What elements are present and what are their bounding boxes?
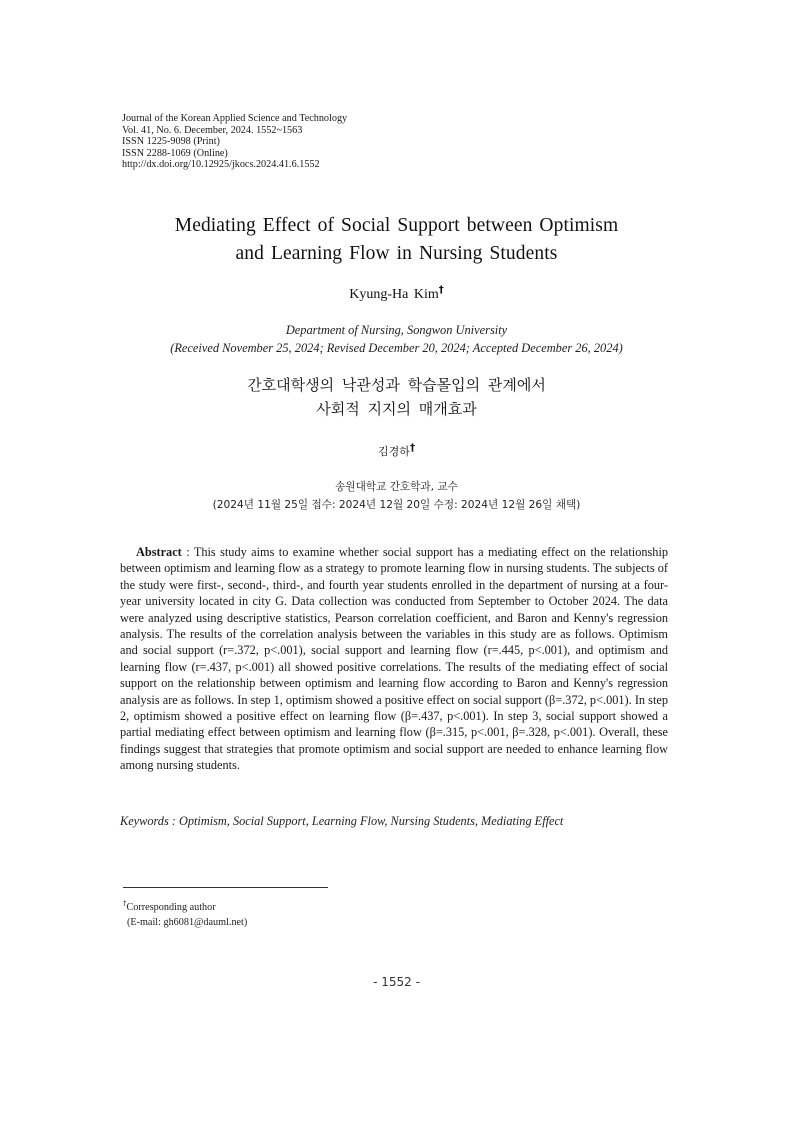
dagger-icon: † <box>123 899 127 908</box>
author-english <box>0 286 793 304</box>
corresponding-author <box>123 900 247 915</box>
issn-online: ISSN 2288-1069 (Online) <box>122 147 228 159</box>
keywords: Keywords : Optimism, Social Support, Learning Flow, Nursing Students, Mediating Effect <box>120 814 564 828</box>
author-name-ko: 김경하 <box>378 445 410 458</box>
page-number: - 1552 - <box>373 975 420 989</box>
footnote-divider <box>123 887 328 888</box>
journal-volume: Vol. 41, No. 6. December, 2024. 1552~1563 <box>122 124 303 136</box>
dagger-icon: † <box>409 442 415 454</box>
title-ko-line-2: 사회적 지지의 매개효과 <box>316 400 477 418</box>
affiliation-english <box>0 321 793 357</box>
issn-print: ISSN 1225-9098 (Print) <box>122 136 220 148</box>
author-email: (E-mail: gh6081@dauml.net) <box>127 917 248 928</box>
abstract <box>120 544 668 774</box>
title-line-1: Mediating Effect of Social Support between Optimism <box>174 215 619 236</box>
doi-link[interactable]: http://dx.doi.org/10.12925/jkocs.2024.41.6.1552 <box>122 159 320 171</box>
footnote <box>123 900 247 930</box>
title-line-2: and Learning Flow in Nursing Students <box>235 243 558 264</box>
abstract-text: This study aims to examine whether social support has a mediating effect on the relationship between optimism and learning flow as a strategy to promote learning flow in nursing students. The subjects of the study were first-, second-, third-, and fourth year students enrolled in the department of nursing at a four-year university located in city G. Data collection was conducted from September to October 2024. The data were analyzed using descriptive statistics, Pearson correlation coefficient, and Baron and Kenny's regression analysis. The results of the correlation analysis between the variables in this study are as follows. Optimism and social support (r=.372, p<.001), social support and learning flow (r=.445, p<.001), and optimism and learning flow (r=.437, p<.001) all showed positive correlations. The results of the mediating effect of social support on the relationship between optimism and learning flow according to Baron and Kenny's regression analysis are as follows. In step 1, optimism showed a positive effect on social support (β=.372, p<.001). In step 2, optimism showed a positive effect on learning flow (β=.437, p<.001). In step 3, social support showed a partial mediating effect between optimism and learning flow (β=.315, p<.001, β=.328, p<.001). Overall, these findings suggest that strategies that promote optimism and social support are needed to enhance learning flow among nursing students. <box>120 545 669 773</box>
journal-header <box>122 113 347 171</box>
department-ko: 송원대학교 간호학과, 교수 <box>335 481 458 493</box>
title-ko-line-1: 간호대학생의 낙관성과 학습몰입의 관계에서 <box>247 376 546 394</box>
submission-dates-ko: (2024년 11월 25일 접수: 2024년 12월 20일 수정: 2024년 12월 26일 채택) <box>212 499 581 511</box>
submission-dates: (Received November 25, 2024; Revised December 20, 2024; Accepted December 26, 2024) <box>170 341 623 355</box>
author-korean <box>0 444 793 460</box>
author-name: Kyung-Ha Kim <box>349 287 439 302</box>
department: Department of Nursing, Songwon University <box>285 323 508 337</box>
paper-title-korean <box>0 373 793 421</box>
corresponding-author-label: Corresponding author <box>126 902 216 913</box>
abstract-label: Abstract <box>136 545 182 559</box>
abstract-separator: : <box>181 545 194 559</box>
paper-title-english <box>0 212 793 268</box>
abstract-paragraph <box>120 544 668 774</box>
affiliation-korean <box>0 478 793 514</box>
journal-name: Journal of the Korean Applied Science and Technology <box>122 113 348 124</box>
dagger-icon: † <box>438 284 444 296</box>
